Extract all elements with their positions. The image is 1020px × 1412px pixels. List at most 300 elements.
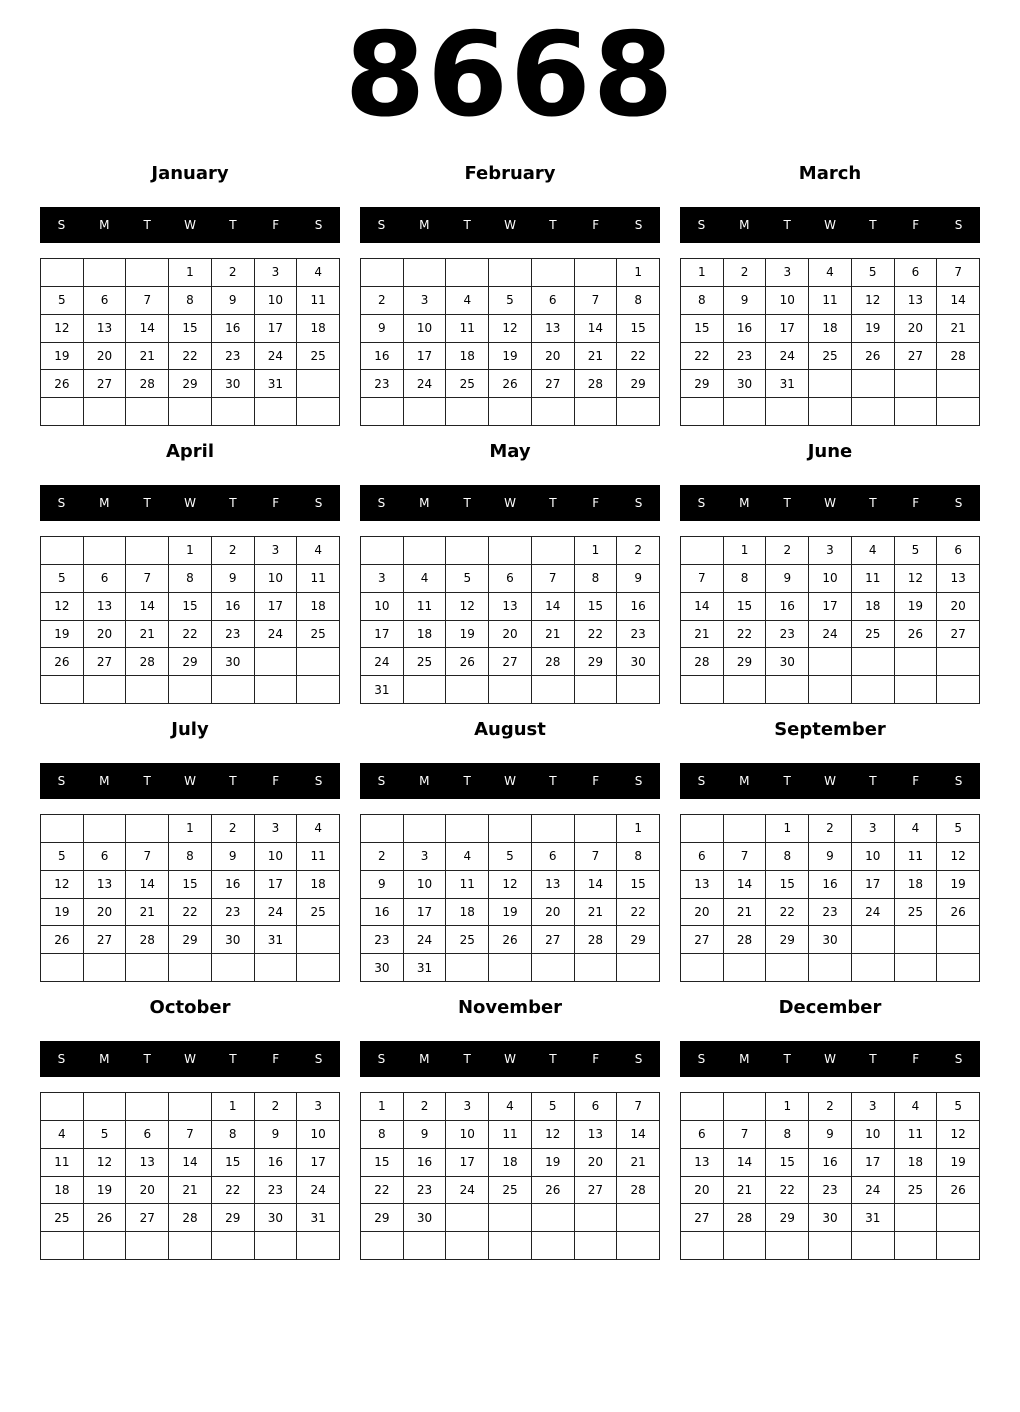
empty-day-cell — [937, 370, 980, 398]
weekday-label: W — [504, 1052, 516, 1066]
empty-day-cell — [404, 537, 447, 565]
day-cell: 9 — [809, 1121, 852, 1149]
day-cell: 9 — [212, 843, 255, 871]
empty-day-cell — [809, 676, 852, 704]
weekday-label: T — [783, 774, 791, 788]
weekday-header — [680, 485, 980, 521]
day-cell: 5 — [937, 815, 980, 843]
day-cell: 20 — [84, 621, 127, 649]
weekday-header — [40, 763, 340, 799]
day-cell: 20 — [895, 315, 938, 343]
empty-day-cell — [937, 648, 980, 676]
empty-day-cell — [937, 1232, 980, 1260]
day-cell: 29 — [766, 1204, 809, 1232]
day-cell: 4 — [297, 537, 340, 565]
day-cell: 16 — [404, 1149, 447, 1177]
day-cell: 24 — [297, 1177, 340, 1205]
day-cell: 23 — [212, 343, 255, 371]
days-grid — [680, 814, 980, 982]
day-cell: 8 — [169, 843, 212, 871]
day-cell: 6 — [532, 843, 575, 871]
empty-day-cell — [84, 259, 127, 287]
day-cell: 15 — [617, 315, 660, 343]
empty-day-cell — [212, 954, 255, 982]
weekday-label: S — [697, 218, 706, 232]
day-cell: 9 — [212, 565, 255, 593]
day-cell: 28 — [724, 926, 767, 954]
day-cell: 13 — [532, 871, 575, 899]
empty-day-cell — [404, 259, 447, 287]
day-cell: 1 — [617, 259, 660, 287]
empty-day-cell — [575, 1232, 618, 1260]
day-cell: 9 — [361, 315, 404, 343]
day-cell: 9 — [617, 565, 660, 593]
day-cell: 10 — [404, 871, 447, 899]
day-cell: 28 — [575, 370, 618, 398]
day-cell: 8 — [575, 565, 618, 593]
days-grid — [40, 536, 340, 704]
weekday-label: T — [549, 774, 557, 788]
month-name: March — [798, 163, 862, 184]
day-cell: 23 — [255, 1177, 298, 1205]
day-cell: 13 — [937, 565, 980, 593]
weekday-label: T — [143, 1052, 151, 1066]
empty-day-cell — [84, 676, 127, 704]
empty-day-cell — [255, 648, 298, 676]
day-cell: 11 — [297, 287, 340, 315]
weekday-label: W — [824, 218, 836, 232]
weekday-label: F — [912, 1052, 920, 1066]
weekday-label: T — [463, 1052, 471, 1066]
day-cell: 14 — [126, 593, 169, 621]
day-cell: 10 — [297, 1121, 340, 1149]
weekday-label: T — [549, 496, 557, 510]
empty-day-cell — [617, 1232, 660, 1260]
weekday-label: W — [184, 218, 196, 232]
empty-day-cell — [255, 398, 298, 426]
empty-day-cell — [852, 954, 895, 982]
weekday-label: F — [912, 774, 920, 788]
empty-day-cell — [681, 954, 724, 982]
empty-day-cell — [937, 398, 980, 426]
empty-day-cell — [84, 398, 127, 426]
day-cell: 25 — [895, 899, 938, 927]
month-name: July — [171, 719, 209, 740]
day-cell: 25 — [297, 621, 340, 649]
empty-day-cell — [895, 398, 938, 426]
weekday-label: S — [634, 774, 643, 788]
day-cell: 3 — [446, 1093, 489, 1121]
month-name: September — [774, 719, 886, 740]
day-cell: 7 — [126, 565, 169, 593]
day-cell: 31 — [297, 1204, 340, 1232]
empty-day-cell — [809, 648, 852, 676]
day-cell: 8 — [766, 1121, 809, 1149]
empty-day-cell — [532, 676, 575, 704]
weekday-label: S — [377, 496, 386, 510]
empty-day-cell — [297, 926, 340, 954]
empty-day-cell — [126, 815, 169, 843]
day-cell: 30 — [766, 648, 809, 676]
day-cell: 12 — [41, 315, 84, 343]
day-cell: 24 — [255, 343, 298, 371]
day-cell: 4 — [895, 1093, 938, 1121]
day-cell: 15 — [617, 871, 660, 899]
day-cell: 1 — [681, 259, 724, 287]
day-cell: 28 — [532, 648, 575, 676]
weekday-label: S — [57, 218, 66, 232]
weekday-label: T — [463, 774, 471, 788]
weekday-header — [40, 485, 340, 521]
day-cell: 25 — [809, 343, 852, 371]
day-cell: 14 — [937, 287, 980, 315]
day-cell: 2 — [404, 1093, 447, 1121]
days-grid — [680, 536, 980, 704]
weekday-label: M — [419, 1052, 430, 1066]
day-cell: 7 — [724, 843, 767, 871]
day-cell: 13 — [681, 871, 724, 899]
day-cell: 6 — [532, 287, 575, 315]
day-cell: 13 — [532, 315, 575, 343]
day-cell: 13 — [126, 1149, 169, 1177]
weekday-label: T — [463, 496, 471, 510]
day-cell: 9 — [404, 1121, 447, 1149]
day-cell: 26 — [41, 370, 84, 398]
day-cell: 10 — [255, 565, 298, 593]
day-cell: 13 — [895, 287, 938, 315]
weekday-label: M — [99, 774, 110, 788]
day-cell: 22 — [169, 899, 212, 927]
day-cell: 7 — [169, 1121, 212, 1149]
day-cell: 18 — [895, 871, 938, 899]
empty-day-cell — [937, 676, 980, 704]
day-cell: 18 — [489, 1149, 532, 1177]
day-cell: 1 — [724, 537, 767, 565]
weekday-label: S — [697, 1052, 706, 1066]
day-cell: 23 — [404, 1177, 447, 1205]
day-cell: 24 — [809, 621, 852, 649]
empty-day-cell — [169, 398, 212, 426]
empty-day-cell — [617, 676, 660, 704]
empty-day-cell — [724, 954, 767, 982]
day-cell: 10 — [809, 565, 852, 593]
day-cell: 16 — [361, 343, 404, 371]
empty-day-cell — [84, 537, 127, 565]
empty-day-cell — [809, 370, 852, 398]
day-cell: 14 — [575, 871, 618, 899]
day-cell: 1 — [361, 1093, 404, 1121]
day-cell: 24 — [446, 1177, 489, 1205]
empty-day-cell — [212, 1232, 255, 1260]
day-cell: 25 — [446, 926, 489, 954]
empty-day-cell — [852, 926, 895, 954]
day-cell: 1 — [169, 815, 212, 843]
day-cell: 17 — [255, 871, 298, 899]
weekday-label: F — [272, 1052, 280, 1066]
empty-day-cell — [404, 676, 447, 704]
day-cell: 21 — [532, 621, 575, 649]
day-cell: 6 — [575, 1093, 618, 1121]
day-cell: 2 — [766, 537, 809, 565]
day-cell: 4 — [446, 843, 489, 871]
empty-day-cell — [895, 648, 938, 676]
empty-day-cell — [361, 398, 404, 426]
day-cell: 6 — [489, 565, 532, 593]
day-cell: 7 — [575, 287, 618, 315]
empty-day-cell — [446, 676, 489, 704]
empty-day-cell — [489, 398, 532, 426]
day-cell: 5 — [532, 1093, 575, 1121]
day-cell: 29 — [681, 370, 724, 398]
empty-day-cell — [809, 398, 852, 426]
day-cell: 29 — [361, 1204, 404, 1232]
days-grid — [360, 258, 660, 426]
day-cell: 1 — [617, 815, 660, 843]
day-cell: 20 — [681, 1177, 724, 1205]
day-cell: 30 — [809, 926, 852, 954]
day-cell: 18 — [297, 315, 340, 343]
day-cell: 18 — [404, 621, 447, 649]
weekday-label: T — [783, 496, 791, 510]
day-cell: 19 — [41, 899, 84, 927]
day-cell: 11 — [809, 287, 852, 315]
day-cell: 14 — [681, 593, 724, 621]
empty-day-cell — [766, 954, 809, 982]
empty-day-cell — [895, 954, 938, 982]
weekday-label: S — [697, 774, 706, 788]
day-cell: 18 — [895, 1149, 938, 1177]
day-cell: 14 — [126, 871, 169, 899]
weekday-header — [360, 763, 660, 799]
empty-day-cell — [724, 1093, 767, 1121]
day-cell: 12 — [41, 871, 84, 899]
day-cell: 21 — [724, 899, 767, 927]
empty-day-cell — [446, 954, 489, 982]
day-cell: 9 — [255, 1121, 298, 1149]
empty-day-cell — [489, 259, 532, 287]
day-cell: 22 — [617, 899, 660, 927]
empty-day-cell — [41, 537, 84, 565]
day-cell: 14 — [724, 871, 767, 899]
empty-day-cell — [681, 815, 724, 843]
day-cell: 8 — [169, 565, 212, 593]
day-cell: 16 — [212, 593, 255, 621]
day-cell: 11 — [446, 871, 489, 899]
day-cell: 26 — [852, 343, 895, 371]
day-cell: 7 — [724, 1121, 767, 1149]
day-cell: 11 — [852, 565, 895, 593]
day-cell: 30 — [404, 1204, 447, 1232]
day-cell: 25 — [489, 1177, 532, 1205]
day-cell: 30 — [361, 954, 404, 982]
day-cell: 21 — [937, 315, 980, 343]
month-name: December — [778, 997, 882, 1018]
empty-day-cell — [212, 398, 255, 426]
day-cell: 3 — [361, 565, 404, 593]
days-grid — [680, 258, 980, 426]
day-cell: 26 — [41, 926, 84, 954]
day-cell: 2 — [809, 815, 852, 843]
day-cell: 17 — [404, 343, 447, 371]
empty-day-cell — [126, 398, 169, 426]
days-grid — [360, 536, 660, 704]
day-cell: 7 — [126, 287, 169, 315]
day-cell: 25 — [852, 621, 895, 649]
day-cell: 5 — [937, 1093, 980, 1121]
weekday-label: S — [634, 218, 643, 232]
day-cell: 6 — [937, 537, 980, 565]
day-cell: 28 — [169, 1204, 212, 1232]
day-cell: 16 — [809, 871, 852, 899]
day-cell: 27 — [681, 926, 724, 954]
empty-day-cell — [361, 815, 404, 843]
day-cell: 20 — [489, 621, 532, 649]
empty-day-cell — [446, 537, 489, 565]
day-cell: 17 — [297, 1149, 340, 1177]
empty-day-cell — [575, 398, 618, 426]
empty-day-cell — [84, 815, 127, 843]
day-cell: 19 — [895, 593, 938, 621]
day-cell: 26 — [937, 899, 980, 927]
empty-day-cell — [895, 1232, 938, 1260]
empty-day-cell — [617, 954, 660, 982]
day-cell: 11 — [446, 315, 489, 343]
day-cell: 7 — [937, 259, 980, 287]
weekday-label: W — [184, 1052, 196, 1066]
weekday-label: M — [99, 496, 110, 510]
day-cell: 30 — [617, 648, 660, 676]
weekday-label: S — [954, 496, 963, 510]
day-cell: 1 — [212, 1093, 255, 1121]
day-cell: 31 — [404, 954, 447, 982]
day-cell: 12 — [852, 287, 895, 315]
day-cell: 30 — [724, 370, 767, 398]
weekday-label: M — [99, 1052, 110, 1066]
day-cell: 15 — [212, 1149, 255, 1177]
day-cell: 5 — [41, 565, 84, 593]
day-cell: 2 — [255, 1093, 298, 1121]
day-cell: 7 — [126, 843, 169, 871]
day-cell: 16 — [617, 593, 660, 621]
day-cell: 2 — [809, 1093, 852, 1121]
day-cell: 22 — [212, 1177, 255, 1205]
empty-day-cell — [361, 1232, 404, 1260]
day-cell: 29 — [724, 648, 767, 676]
day-cell: 26 — [446, 648, 489, 676]
day-cell: 17 — [446, 1149, 489, 1177]
day-cell: 3 — [809, 537, 852, 565]
empty-day-cell — [809, 954, 852, 982]
empty-day-cell — [126, 537, 169, 565]
day-cell: 19 — [446, 621, 489, 649]
day-cell: 6 — [895, 259, 938, 287]
day-cell: 22 — [681, 343, 724, 371]
empty-day-cell — [489, 954, 532, 982]
day-cell: 17 — [852, 1149, 895, 1177]
month-name: August — [474, 719, 546, 740]
day-cell: 24 — [404, 926, 447, 954]
day-cell: 27 — [895, 343, 938, 371]
weekday-label: T — [229, 1052, 237, 1066]
day-cell: 11 — [404, 593, 447, 621]
day-cell: 17 — [255, 593, 298, 621]
day-cell: 27 — [532, 370, 575, 398]
weekday-label: W — [504, 774, 516, 788]
day-cell: 21 — [169, 1177, 212, 1205]
empty-day-cell — [41, 259, 84, 287]
day-cell: 16 — [809, 1149, 852, 1177]
empty-day-cell — [297, 370, 340, 398]
empty-day-cell — [126, 954, 169, 982]
day-cell: 19 — [532, 1149, 575, 1177]
day-cell: 25 — [446, 370, 489, 398]
day-cell: 1 — [169, 259, 212, 287]
day-cell: 10 — [852, 1121, 895, 1149]
day-cell: 9 — [361, 871, 404, 899]
empty-day-cell — [532, 954, 575, 982]
day-cell: 18 — [809, 315, 852, 343]
weekday-label: S — [634, 496, 643, 510]
day-cell: 15 — [169, 593, 212, 621]
day-cell: 20 — [126, 1177, 169, 1205]
weekday-header — [360, 1041, 660, 1077]
day-cell: 22 — [766, 899, 809, 927]
weekday-label: T — [869, 218, 877, 232]
empty-day-cell — [84, 1232, 127, 1260]
day-cell: 31 — [852, 1204, 895, 1232]
day-cell: 15 — [169, 871, 212, 899]
day-cell: 20 — [575, 1149, 618, 1177]
empty-day-cell — [809, 1232, 852, 1260]
weekday-label: S — [697, 496, 706, 510]
empty-day-cell — [532, 398, 575, 426]
day-cell: 21 — [575, 343, 618, 371]
day-cell: 26 — [489, 926, 532, 954]
day-cell: 4 — [852, 537, 895, 565]
day-cell: 28 — [617, 1177, 660, 1205]
day-cell: 23 — [766, 621, 809, 649]
day-cell: 15 — [575, 593, 618, 621]
empty-day-cell — [255, 676, 298, 704]
day-cell: 6 — [681, 1121, 724, 1149]
empty-day-cell — [169, 954, 212, 982]
weekday-label: T — [143, 218, 151, 232]
day-cell: 23 — [617, 621, 660, 649]
day-cell: 10 — [255, 843, 298, 871]
day-cell: 30 — [255, 1204, 298, 1232]
weekday-label: S — [314, 1052, 323, 1066]
day-cell: 17 — [404, 899, 447, 927]
day-cell: 11 — [297, 843, 340, 871]
day-cell: 23 — [212, 621, 255, 649]
empty-day-cell — [724, 1232, 767, 1260]
weekday-label: T — [869, 774, 877, 788]
day-cell: 11 — [297, 565, 340, 593]
month-name: April — [165, 441, 215, 462]
day-cell: 3 — [404, 843, 447, 871]
month-name: June — [807, 441, 853, 462]
weekday-label: S — [377, 1052, 386, 1066]
empty-day-cell — [681, 537, 724, 565]
weekday-label: F — [912, 218, 920, 232]
day-cell: 2 — [361, 287, 404, 315]
empty-day-cell — [724, 676, 767, 704]
day-cell: 4 — [404, 565, 447, 593]
day-cell: 31 — [361, 676, 404, 704]
empty-day-cell — [41, 1093, 84, 1121]
empty-day-cell — [532, 815, 575, 843]
empty-day-cell — [446, 259, 489, 287]
